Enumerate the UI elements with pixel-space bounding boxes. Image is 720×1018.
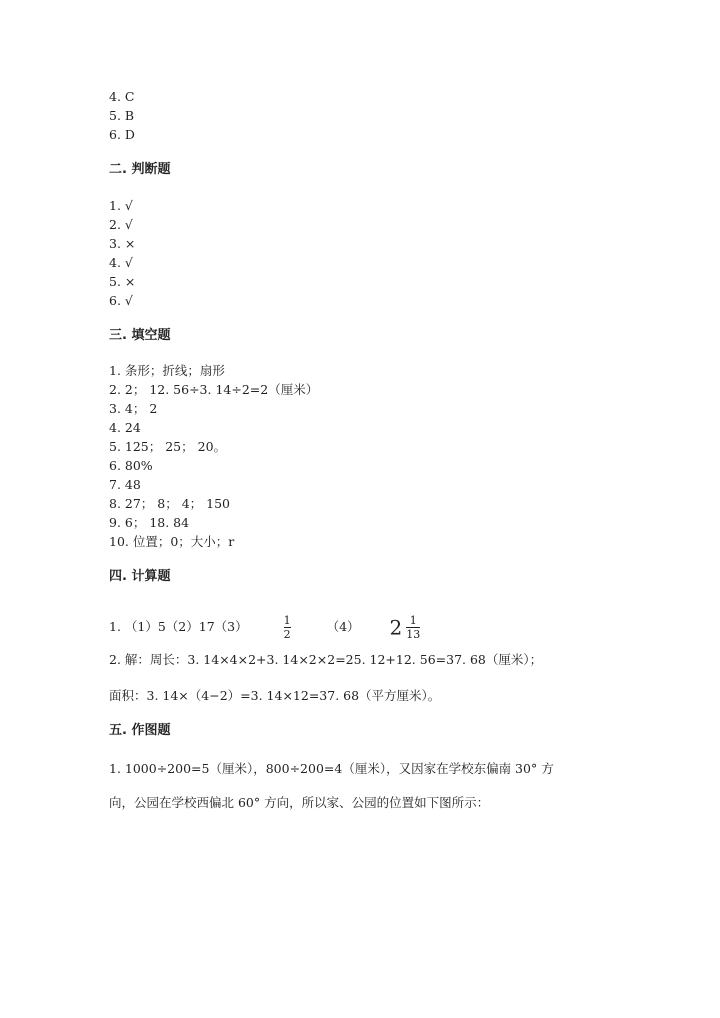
- fraction-numerator: 1: [283, 614, 291, 627]
- q1-mid: （4）: [326, 619, 360, 634]
- section5-line2: 向，公园在学校西偏北 60° 方向，所以家、公园的位置如下图所示：: [109, 795, 490, 810]
- section4-heading: 四. 计算题: [109, 569, 171, 584]
- section1-answer: 4. C: [109, 89, 135, 104]
- section4-q1: [109, 612, 420, 643]
- section2-answer: 3. ×: [109, 236, 136, 251]
- section5-line1: 1. 1000÷200=5（厘米），800÷200=4（厘米），又因家在学校东偏南 30° 方: [109, 761, 554, 776]
- section3-answer: 6. 80%: [109, 458, 153, 473]
- section2-answer: 6. √: [109, 293, 133, 308]
- section1-answer: 5. B: [109, 108, 135, 123]
- section3-answer: 7. 48: [109, 477, 141, 492]
- section1-answer: 6. D: [109, 127, 135, 142]
- section3-heading: 三. 填空题: [109, 328, 171, 343]
- q1-fraction: [284, 615, 291, 640]
- section2-answer: 5. ×: [109, 274, 136, 289]
- section3-answer: 4. 24: [109, 420, 141, 435]
- section4-q2-line1: 2. 解：周长：3. 14×4×2+3. 14×2×2=25. 12+12. 56=37. 68（厘米）；: [109, 652, 543, 667]
- section4-q2-line2: 面积：3. 14×（4−2）=3. 14×12=37. 68（平方厘米）。: [109, 688, 441, 703]
- mixed-whole: 2: [389, 615, 403, 640]
- q1-prefix: 1. （1）5（2）17（3）: [109, 619, 248, 634]
- section5-heading: 五. 作图题: [109, 723, 171, 738]
- mixed-fraction: [406, 615, 420, 640]
- section3-answer: 9. 6； 18. 84: [109, 515, 190, 530]
- section2-answer: 2. √: [109, 217, 133, 232]
- fraction-denominator: 2: [283, 628, 291, 641]
- section3-answer: 8. 27； 8； 4； 150: [109, 496, 230, 511]
- section2-answer: 1. √: [109, 198, 133, 213]
- section3-answer: 5. 125； 25； 20。: [109, 439, 227, 454]
- section3-answer: 2. 2； 12. 56÷3. 14÷2=2（厘米）: [109, 382, 319, 397]
- section2-answer: 4. √: [109, 255, 133, 270]
- section3-answer: 10. 位置；0；大小；r: [109, 534, 235, 549]
- fraction-numerator: 1: [409, 614, 417, 627]
- section3-answer: 3. 4； 2: [109, 401, 158, 416]
- section2-heading: 二. 判断题: [109, 162, 171, 177]
- section3-answer: 1. 条形；折线；扇形: [109, 363, 225, 378]
- fraction-denominator: 13: [406, 628, 421, 641]
